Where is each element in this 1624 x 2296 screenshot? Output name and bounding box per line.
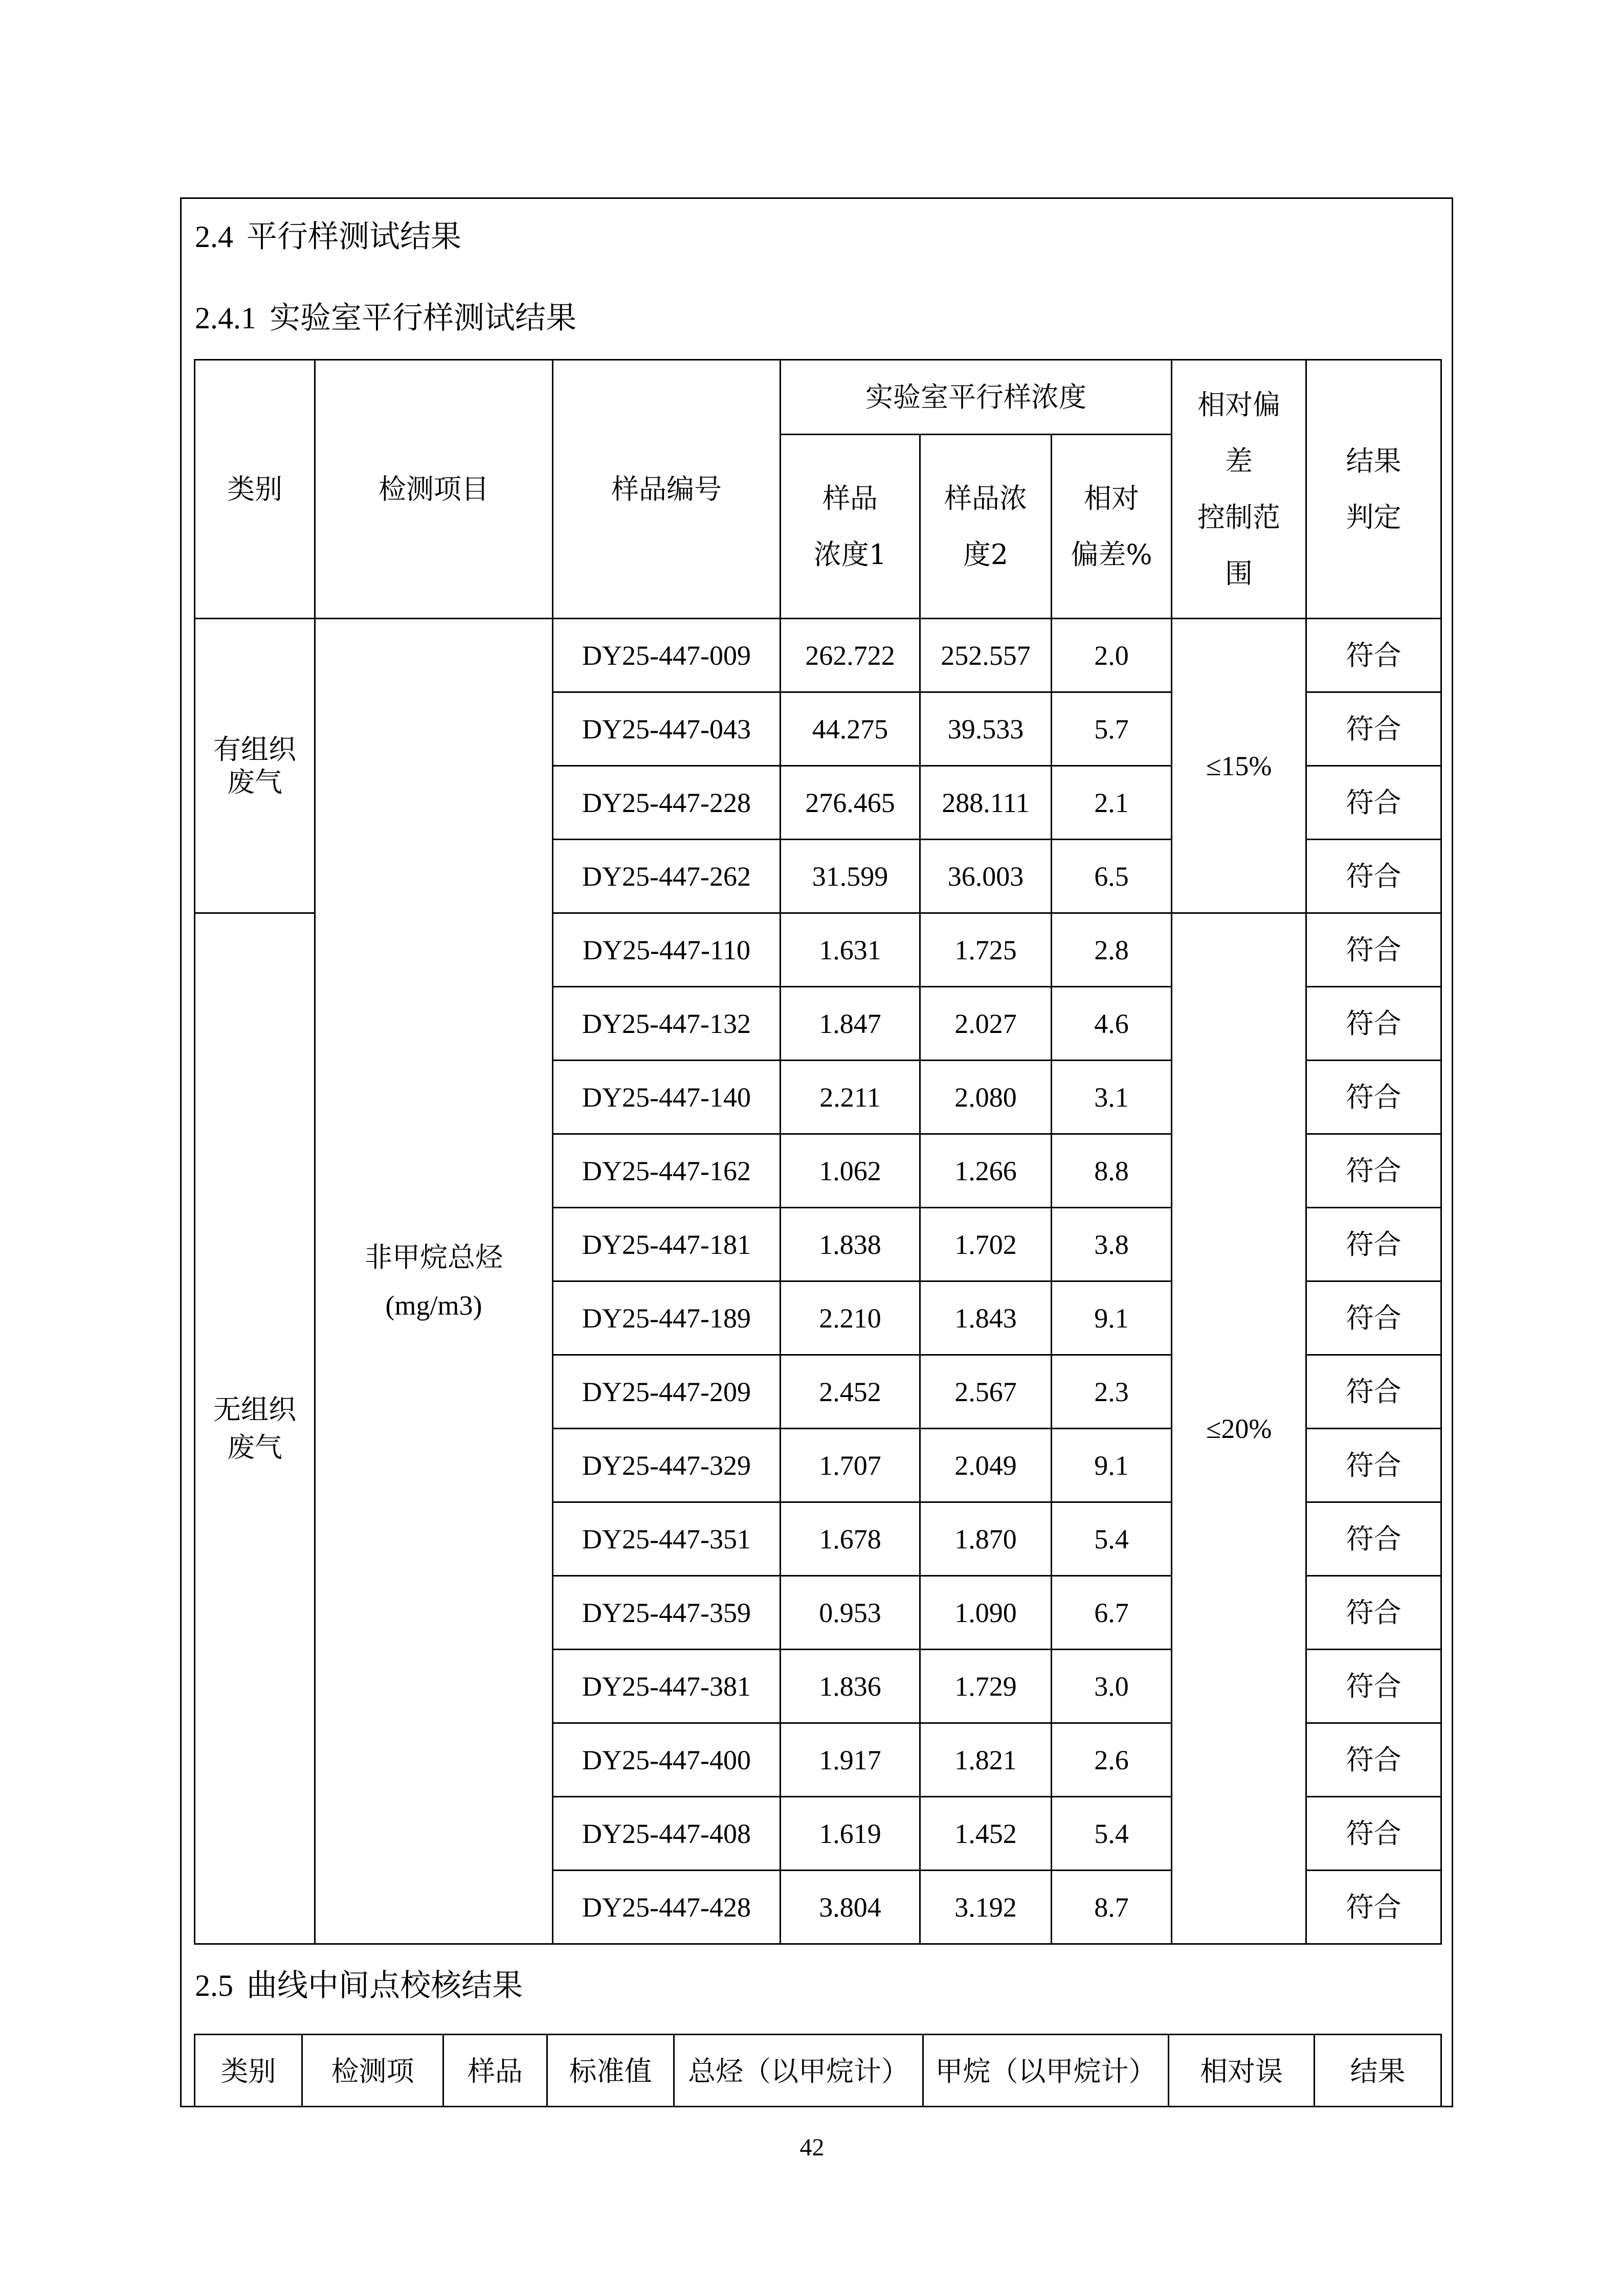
deviation-cell: 9.1 [1052, 1281, 1172, 1355]
conc1-cell: 2.210 [781, 1281, 920, 1355]
deviation-cell: 2.8 [1052, 913, 1172, 987]
conc1-cell: 31.599 [781, 840, 920, 913]
item-unit: (mg/m3) [385, 1290, 482, 1321]
result-cell: 符合 [1306, 987, 1441, 1061]
deviation-cell: 8.8 [1052, 1134, 1172, 1208]
conc2-cell: 1.725 [920, 913, 1052, 987]
calibration-check-table [194, 2034, 1442, 2107]
category-line: 废气 [227, 1431, 282, 1464]
table-header-row [195, 2035, 1441, 2108]
header-sample-id: 样品编号 [553, 360, 781, 619]
deviation-cell: 3.8 [1052, 1208, 1172, 1281]
sample-id-cell: DY25-447-140 [553, 1061, 781, 1134]
section-number: 2.4 [195, 220, 233, 254]
header-line: 样品 [822, 482, 878, 514]
conc2-cell: 1.090 [920, 1576, 1052, 1650]
table2-header-cell: 结果 [1315, 2035, 1441, 2108]
category-line: 废气 [227, 766, 282, 798]
conc1-cell: 1.838 [781, 1208, 920, 1281]
header-result [1306, 360, 1441, 619]
deviation-cell: 9.1 [1052, 1429, 1172, 1502]
parallel-sample-table [194, 359, 1442, 1945]
section-2-4-heading [195, 218, 461, 255]
conc2-cell: 1.266 [920, 1134, 1052, 1208]
result-cell: 符合 [1306, 913, 1441, 987]
header-line: 相对 [1084, 482, 1139, 514]
result-cell: 符合 [1306, 1502, 1441, 1576]
conc1-cell: 44.275 [781, 692, 920, 766]
table-body [195, 619, 1441, 1944]
deviation-cell: 8.7 [1052, 1871, 1172, 1944]
conc1-cell: 1.707 [781, 1429, 920, 1502]
category-line: 无组织 [213, 1393, 296, 1426]
deviation-cell: 4.6 [1052, 987, 1172, 1061]
sample-id-cell: DY25-447-359 [553, 1576, 781, 1650]
deviation-cell: 3.0 [1052, 1650, 1172, 1723]
section-2-5-heading [195, 1967, 523, 2004]
deviation-cell: 2.3 [1052, 1355, 1172, 1429]
result-cell: 符合 [1306, 1650, 1441, 1723]
section-title: 实验室平行样测试结果 [270, 300, 576, 336]
deviation-cell: 5.7 [1052, 692, 1172, 766]
section-number: 2.5 [195, 1969, 233, 2002]
table2-header-cell: 样品 [443, 2035, 547, 2108]
header-line: 差 [1225, 444, 1253, 477]
result-cell: 符合 [1306, 1355, 1441, 1429]
header-item: 检测项目 [315, 360, 553, 619]
header-category: 类别 [195, 360, 315, 619]
result-cell: 符合 [1306, 1871, 1441, 1944]
result-cell: 符合 [1306, 1576, 1441, 1650]
result-cell: 符合 [1306, 1208, 1441, 1281]
table2-header-cell: 相对误 [1169, 2035, 1315, 2108]
conc2-cell: 2.080 [920, 1061, 1052, 1134]
conc2-cell: 1.452 [920, 1797, 1052, 1871]
section-number: 2.4.1 [195, 301, 256, 335]
item-name: 非甲烷总烃 [365, 1241, 503, 1273]
sample-id-cell: DY25-447-209 [553, 1355, 781, 1429]
result-cell: 符合 [1306, 1061, 1441, 1134]
conc2-cell: 1.702 [920, 1208, 1052, 1281]
conc1-cell: 2.452 [781, 1355, 920, 1429]
conc2-cell: 1.821 [920, 1723, 1052, 1797]
deviation-cell: 5.4 [1052, 1502, 1172, 1576]
sample-id-cell: DY25-447-408 [553, 1797, 781, 1871]
header-line: 相对偏 [1197, 388, 1280, 421]
conc1-cell: 1.917 [781, 1723, 920, 1797]
conc1-cell: 1.631 [781, 913, 920, 987]
table2-header-cell: 甲烷（以甲烷计） [923, 2035, 1169, 2108]
sample-id-cell: DY25-447-400 [553, 1723, 781, 1797]
category-line: 有组织 [213, 733, 296, 766]
sample-id-cell: DY25-447-181 [553, 1208, 781, 1281]
conc2-cell: 2.049 [920, 1429, 1052, 1502]
conc1-cell: 1.836 [781, 1650, 920, 1723]
deviation-cell: 2.0 [1052, 619, 1172, 692]
conc2-cell: 1.870 [920, 1502, 1052, 1576]
header-conc2 [920, 435, 1052, 619]
header-line: 控制范 [1197, 501, 1280, 533]
result-cell: 符合 [1306, 1429, 1441, 1502]
sample-id-cell: DY25-447-110 [553, 913, 781, 987]
header-line: 偏差% [1071, 538, 1152, 571]
conc2-cell: 2.027 [920, 987, 1052, 1061]
deviation-cell: 5.4 [1052, 1797, 1172, 1871]
table2-header-cell: 检测项 [302, 2035, 443, 2108]
result-cell: 符合 [1306, 1797, 1441, 1871]
result-cell: 符合 [1306, 619, 1441, 692]
result-cell: 符合 [1306, 840, 1441, 913]
control-range-cell: ≤20% [1172, 913, 1306, 1944]
table2-header-cell: 类别 [195, 2035, 302, 2108]
item-cell [315, 619, 553, 1944]
category-cell [195, 913, 315, 1944]
conc2-cell: 1.843 [920, 1281, 1052, 1355]
conc2-cell: 3.192 [920, 1871, 1052, 1944]
deviation-cell: 2.6 [1052, 1723, 1172, 1797]
sample-id-cell: DY25-447-428 [553, 1871, 781, 1944]
header-line: 判定 [1346, 501, 1401, 533]
result-cell: 符合 [1306, 766, 1441, 840]
section-title: 平行样测试结果 [247, 219, 461, 255]
page-frame [180, 197, 1453, 2107]
deviation-cell: 3.1 [1052, 1061, 1172, 1134]
page-number: 42 [799, 2134, 825, 2161]
table2-header-cell: 总烃（以甲烷计） [674, 2035, 923, 2108]
result-cell: 符合 [1306, 1281, 1441, 1355]
header-lab-concentration: 实验室平行样浓度 [781, 360, 1172, 435]
conc1-cell: 1.619 [781, 1797, 920, 1871]
sample-id-cell: DY25-447-162 [553, 1134, 781, 1208]
conc2-cell: 2.567 [920, 1355, 1052, 1429]
header-line: 度2 [963, 538, 1009, 571]
result-cell: 符合 [1306, 1134, 1441, 1208]
result-cell: 符合 [1306, 1723, 1441, 1797]
conc2-cell: 288.111 [920, 766, 1052, 840]
conc1-cell: 1.847 [781, 987, 920, 1061]
conc1-cell: 3.804 [781, 1871, 920, 1944]
conc2-cell: 252.557 [920, 619, 1052, 692]
header-line: 结果 [1346, 444, 1401, 477]
header-relative-deviation [1052, 435, 1172, 619]
header-line: 样品浓 [944, 482, 1027, 514]
table2-header-cell: 标准值 [547, 2035, 674, 2108]
sample-id-cell: DY25-447-132 [553, 987, 781, 1061]
result-cell: 符合 [1306, 692, 1441, 766]
conc2-cell: 39.533 [920, 692, 1052, 766]
conc2-cell: 1.729 [920, 1650, 1052, 1723]
deviation-cell: 6.5 [1052, 840, 1172, 913]
header-conc1 [781, 435, 920, 619]
sample-id-cell: DY25-447-009 [553, 619, 781, 692]
section-2-4-1-heading [195, 300, 576, 336]
conc1-cell: 262.722 [781, 619, 920, 692]
conc1-cell: 0.953 [781, 1576, 920, 1650]
table-row [195, 619, 1441, 692]
conc1-cell: 1.678 [781, 1502, 920, 1576]
sample-id-cell: DY25-447-262 [553, 840, 781, 913]
deviation-cell: 6.7 [1052, 1576, 1172, 1650]
sample-id-cell: DY25-447-381 [553, 1650, 781, 1723]
header-line: 浓度1 [813, 538, 887, 571]
header-line: 围 [1225, 557, 1253, 590]
section-title: 曲线中间点校核结果 [247, 1968, 523, 2004]
deviation-cell: 2.1 [1052, 766, 1172, 840]
conc2-cell: 36.003 [920, 840, 1052, 913]
category-cell [195, 619, 315, 913]
sample-id-cell: DY25-447-189 [553, 1281, 781, 1355]
conc1-cell: 1.062 [781, 1134, 920, 1208]
header-control-range [1172, 360, 1306, 619]
sample-id-cell: DY25-447-351 [553, 1502, 781, 1576]
conc1-cell: 2.211 [781, 1061, 920, 1134]
sample-id-cell: DY25-447-329 [553, 1429, 781, 1502]
sample-id-cell: DY25-447-228 [553, 766, 781, 840]
conc1-cell: 276.465 [781, 766, 920, 840]
sample-id-cell: DY25-447-043 [553, 692, 781, 766]
control-range-cell: ≤15% [1172, 619, 1306, 913]
